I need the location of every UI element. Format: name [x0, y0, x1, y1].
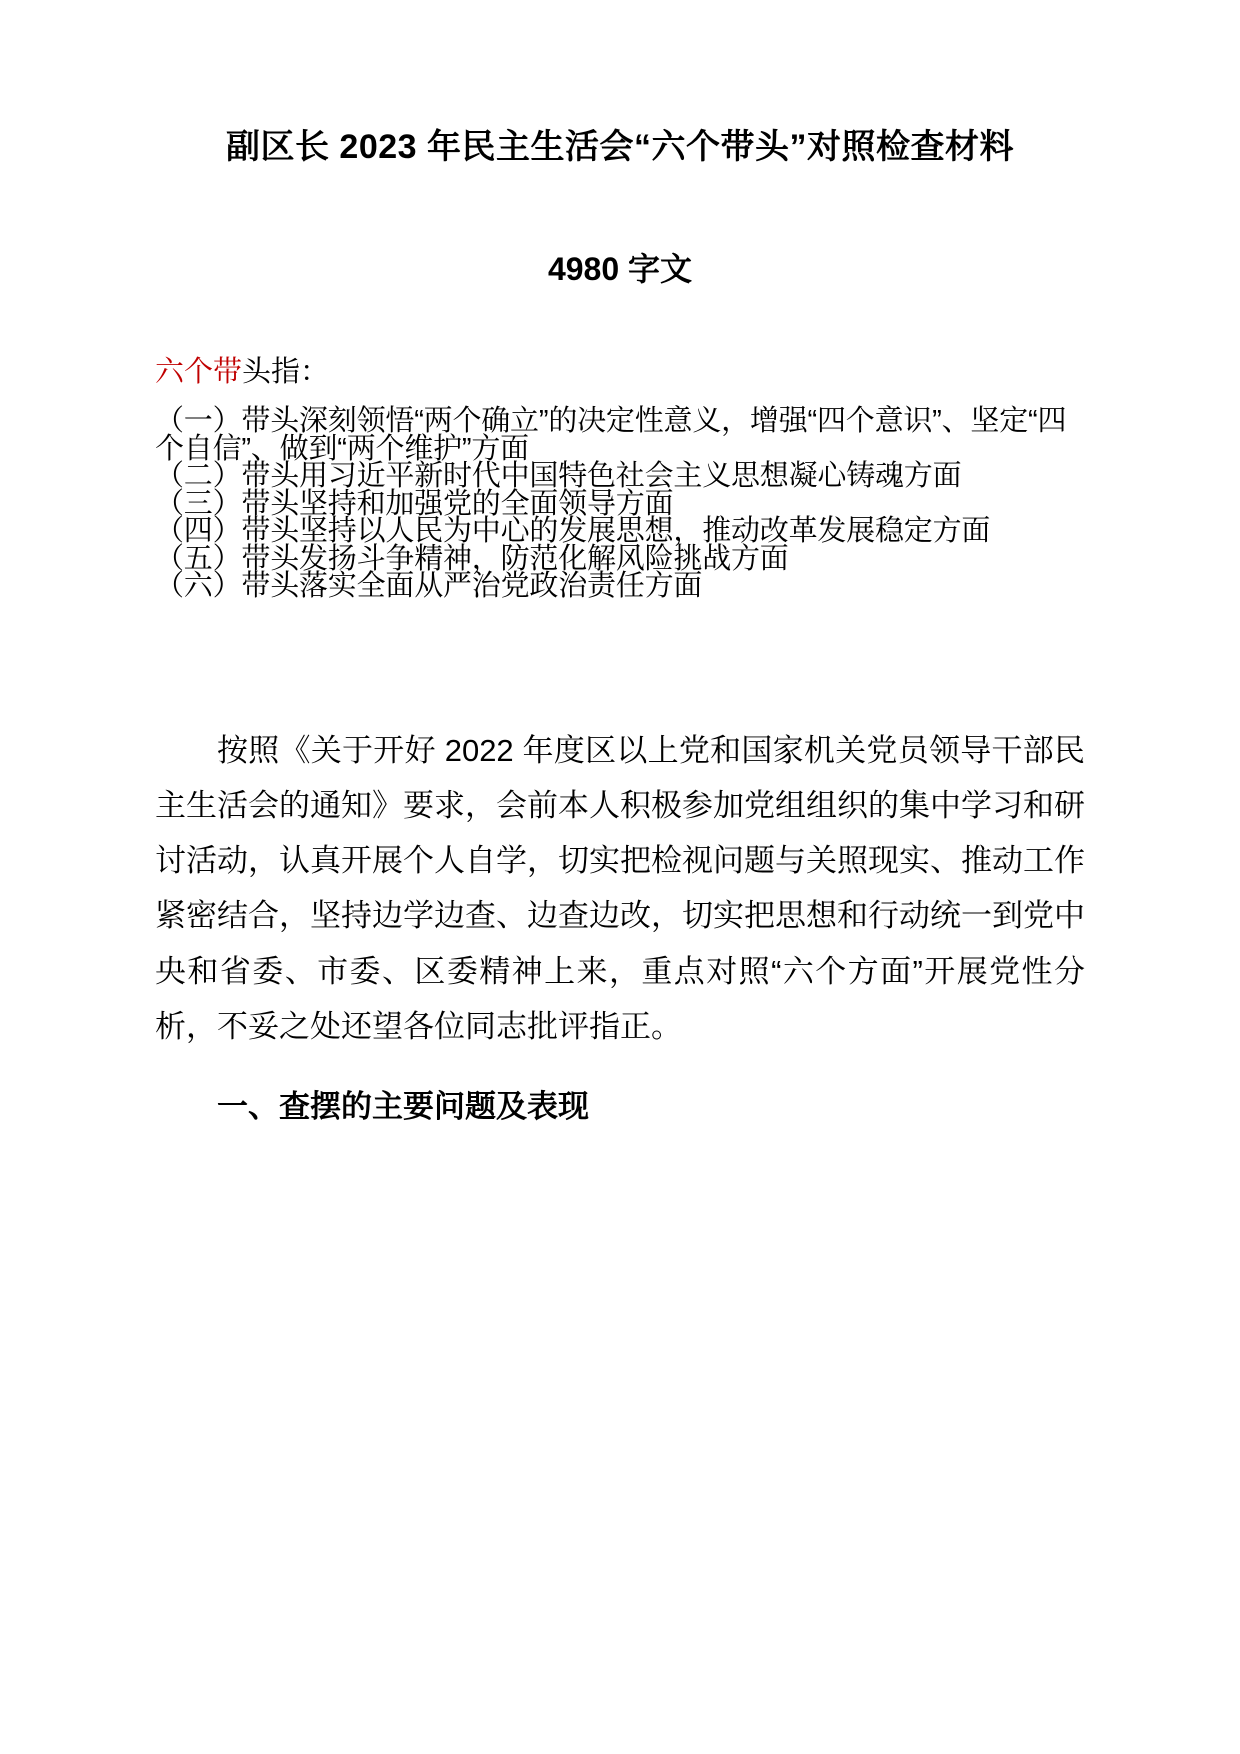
page-title: 副区长 2023 年民主生活会“六个带头”对照检查材料 [225, 128, 1015, 166]
section-heading-one: 一、查摆的主要问题及表现 [217, 1089, 589, 1124]
list-item: （二）带头用习近平新时代中国特色社会主义思想凝心铸魂方面 [155, 460, 962, 493]
body-paragraph: 按照《关于开好 2022 年度区以上党和国家机关党员领导干部民主生活会的通知》要求，会前本人积极参加党组组织的集中学习和研讨活动，认真开展个人自学，切实把检视问题与关照现实、推动工作紧密结合，坚持边学边查、边查边改，切实把思想和行动统一到党中央和省委、市委、区委精神上来，重点对照“六个方面”开展党性分析，不妥之处还望各位同志批评指正。 [155, 732, 1085, 1044]
six-leads-label [155, 293, 1085, 392]
six-leads-label-black: 头指： [242, 356, 330, 388]
document-subtitle: 4980 字文 [547, 251, 693, 287]
list-item: （四）带头坚持以人民为中心的发展思想，推动改革发展稳定方面 [155, 515, 991, 548]
list-item: （一）带头深刻领悟“两个确立”的决定性意义，增强“四个意识”、坚定“四个自信”、做到“两个维护”方面 [155, 405, 1067, 465]
list-item: （三）带头坚持和加强党的全面领导方面 [155, 487, 674, 520]
document-content [155, 0, 1085, 1132]
list-item: （五）带头发扬斗争精神，防范化解风险挑战方面 [155, 542, 789, 575]
list-item: （六）带头落实全面从严治党政治责任方面 [155, 570, 703, 603]
six-leads-label-red: 六个带 [155, 356, 243, 388]
six-leads-list [155, 392, 1085, 601]
